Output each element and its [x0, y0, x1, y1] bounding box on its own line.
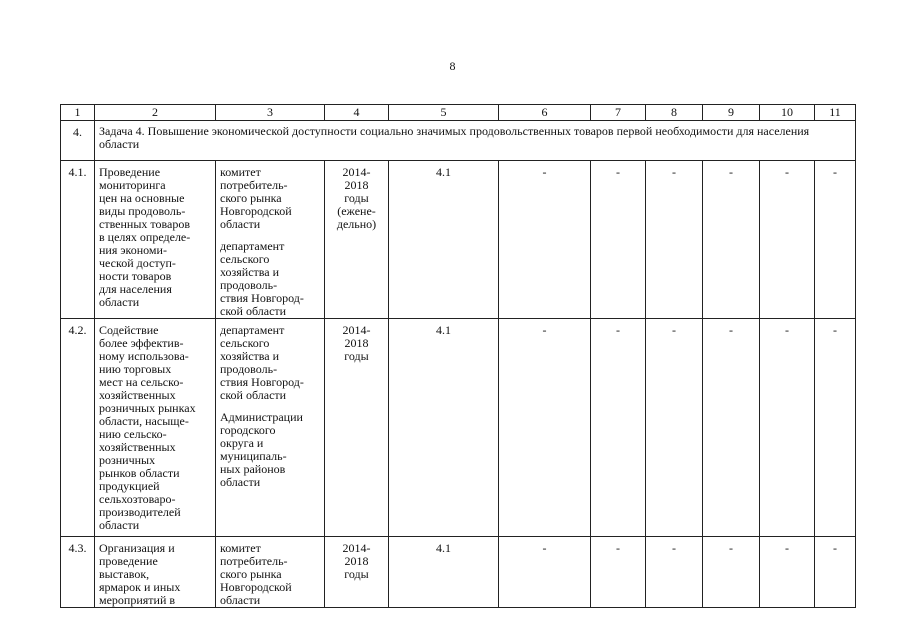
text-line: розничных рынках	[99, 401, 196, 415]
activity-cell	[95, 161, 216, 319]
text-line: Администрации	[220, 410, 303, 424]
text-line: 2014-	[342, 165, 371, 179]
text-line: нию сельско-	[99, 427, 167, 441]
task-row	[61, 121, 856, 161]
text-line: продукцией	[99, 479, 160, 493]
text-line: хозяйства и	[220, 265, 280, 279]
value-cell: -	[703, 161, 760, 319]
text-line: в целях определе-	[99, 230, 191, 244]
text-line: 2014-	[342, 323, 371, 337]
column-header: 5	[389, 105, 499, 121]
text-line: потребитель-	[220, 178, 288, 192]
text-line: рынков области	[99, 466, 180, 480]
text-line: нию торговых	[99, 362, 172, 376]
text-line: ской области	[220, 388, 287, 402]
value-cell: -	[760, 319, 815, 537]
text-line: области	[220, 475, 261, 489]
text-line: 2018	[344, 178, 369, 192]
activity-cell	[95, 537, 216, 608]
value-cell: -	[703, 537, 760, 608]
table-row	[61, 537, 856, 608]
activity-cell	[95, 319, 216, 537]
text-line: комитет	[220, 165, 261, 179]
text-line: области	[220, 217, 261, 231]
text-line: ствия Новгород-	[220, 291, 304, 305]
text-line: (еженe-	[337, 204, 376, 218]
text-line: ствия Новгород-	[220, 375, 304, 389]
text-line: продоволь-	[220, 362, 278, 376]
text-line: годы	[344, 567, 369, 581]
period-cell	[325, 161, 389, 319]
text-line: годы	[344, 191, 369, 205]
text-line: для населения	[99, 282, 172, 296]
value-cell: -	[591, 319, 646, 537]
text-line: ярмарок и иных	[99, 580, 181, 594]
row-number: 4.3.	[61, 537, 95, 608]
value-cell: -	[815, 319, 856, 537]
value-cell: -	[591, 537, 646, 608]
text-line: Новгородской	[220, 204, 292, 218]
text-line: годы	[344, 349, 369, 363]
text-line: ской области	[220, 304, 287, 318]
table-row	[61, 161, 856, 319]
value-cell: -	[499, 537, 591, 608]
text-line: ческой доступ-	[99, 256, 176, 270]
value-cell: -	[760, 161, 815, 319]
text-line: сельского	[220, 336, 270, 350]
task-title: Задача 4. Повышение экономической доступности социально значимых продовольственных товаров первой необходимости для населения области	[95, 121, 856, 161]
text-line: производителей	[99, 505, 181, 519]
value-cell: -	[499, 161, 591, 319]
value-cell: -	[499, 319, 591, 537]
text-line: Новгородской	[220, 580, 292, 594]
value-cell: -	[646, 319, 703, 537]
text-line: сельхозтоваро-	[99, 492, 176, 506]
text-line: муниципаль-	[220, 449, 287, 463]
task-number: 4.	[61, 121, 95, 161]
text-line: ственных товаров	[99, 217, 190, 231]
period-cell	[325, 319, 389, 537]
column-header: 6	[499, 105, 591, 121]
text-line: виды продоволь-	[99, 204, 186, 218]
text-line: области	[99, 295, 140, 309]
value-cell: -	[815, 537, 856, 608]
text-line: выставок,	[99, 567, 150, 581]
text-line: мероприятий в	[99, 593, 176, 607]
text-line: мониторинга	[99, 178, 166, 192]
table-row	[61, 319, 856, 537]
column-header: 2	[95, 105, 216, 121]
text-line: ности товаров	[99, 269, 172, 283]
value-cell: -	[646, 537, 703, 608]
target-cell: 4.1	[389, 319, 499, 537]
text-line: сельского	[220, 252, 270, 266]
text-line: более эффектив-	[99, 336, 184, 350]
text-line: Организация и	[99, 541, 175, 555]
text-line: хозяйства и	[220, 349, 280, 363]
text-line: городского	[220, 423, 276, 437]
column-header: 11	[815, 105, 856, 121]
text-line: 2018	[344, 554, 369, 568]
value-cell: -	[815, 161, 856, 319]
text-line: области	[220, 593, 261, 607]
text-line: департамент	[220, 239, 285, 253]
value-cell: -	[591, 161, 646, 319]
value-cell: -	[703, 319, 760, 537]
column-header: 1	[61, 105, 95, 121]
text-line: ному использова-	[99, 349, 189, 363]
column-header: 4	[325, 105, 389, 121]
text-line: розничных	[99, 453, 156, 467]
text-line: потребитель-	[220, 554, 288, 568]
value-cell: -	[760, 537, 815, 608]
column-header: 10	[760, 105, 815, 121]
text-line: Проведение	[99, 165, 161, 179]
target-cell: 4.1	[389, 537, 499, 608]
page-number: 8	[449, 59, 456, 73]
text-line: ных районов	[220, 462, 286, 476]
text-line: продоволь-	[220, 278, 278, 292]
text-line: департамент	[220, 323, 285, 337]
text-line: 2018	[344, 336, 369, 350]
column-header: 9	[703, 105, 760, 121]
column-header: 7	[591, 105, 646, 121]
text-line: области	[99, 518, 140, 532]
text-line: ния экономи-	[99, 243, 167, 257]
text-line: 2014-	[342, 541, 371, 555]
executor-cell	[216, 161, 325, 319]
text-line: проведение	[99, 554, 158, 568]
text-line: хозяйственных	[99, 388, 176, 402]
text-line: дельно)	[336, 217, 377, 231]
value-cell: -	[646, 161, 703, 319]
program-table	[60, 104, 856, 608]
text-line: комитет	[220, 541, 261, 555]
text-line: Содействие	[99, 323, 159, 337]
executor-cell	[216, 319, 325, 537]
text-line: ского рынка	[220, 567, 282, 581]
executor-cell	[216, 537, 325, 608]
target-cell: 4.1	[389, 161, 499, 319]
text-line: мест на сельско-	[99, 375, 184, 389]
header-row	[61, 105, 856, 121]
text-line: цен на основные	[99, 191, 185, 205]
row-number: 4.2.	[61, 319, 95, 537]
text-line: округа и	[220, 436, 264, 450]
period-cell	[325, 537, 389, 608]
text-line: хозяйственных	[99, 440, 176, 454]
column-header: 3	[216, 105, 325, 121]
row-number: 4.1.	[61, 161, 95, 319]
text-line: области, насыще-	[99, 414, 189, 428]
text-line: ского рынка	[220, 191, 282, 205]
column-header: 8	[646, 105, 703, 121]
